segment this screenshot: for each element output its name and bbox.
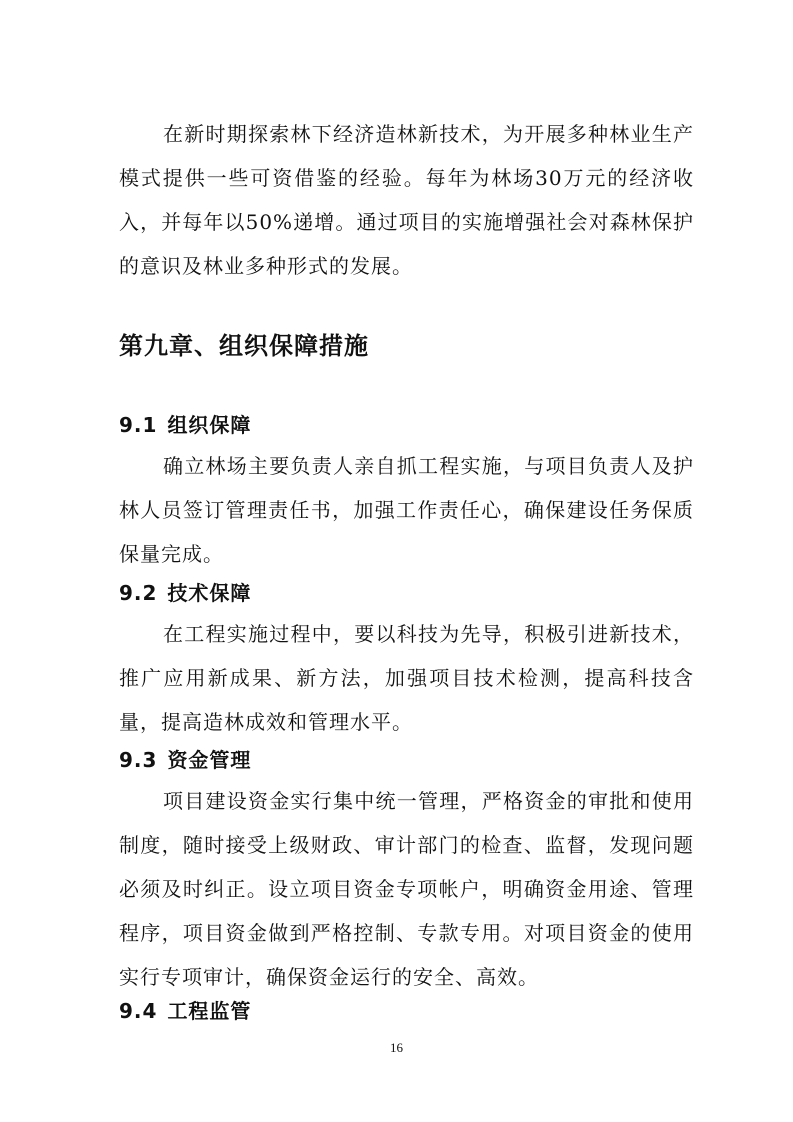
section-heading-9-1: [119, 410, 251, 440]
section-title: 组织保障: [167, 413, 252, 437]
page-number: 16: [390, 1040, 403, 1055]
section-paragraph-9-2: 在工程实施过程中，要以科技为先导，积极引进新技术，推广应用新成果、新方法，加强项目技术检测，提高科技含量，提高造林成效和管理水平。: [119, 622, 694, 734]
section-title: 技术保障: [167, 581, 252, 605]
section-heading-9-3: [119, 745, 251, 775]
section-heading-9-4: [119, 996, 251, 1026]
section-paragraph-9-3: 项目建设资金实行集中统一管理，严格资金的审批和使用制度，随时接受上级财政、审计部门的检查、监督，发现问题必须及时纠正。设立项目资金专项帐户，明确资金用途、管理程序，项目资金做到严格控制、专款专用。对项目资金的使用实行专项审计，确保资金运行的安全、高效。: [119, 789, 694, 989]
section-heading-9-2: [119, 578, 251, 608]
section-number: 9.2: [119, 581, 158, 605]
section-number: 9.4: [119, 999, 158, 1023]
intro-paragraph: 在新时期探索林下经济造林新技术，为开展多种林业生产模式提供一些可资借鉴的经验。每年为林场30万元的经济收入，并每年以50%递增。通过项目的实施增强社会对森林保护的意识及林业多种形式的发展。: [119, 122, 694, 278]
section-title: 工程监管: [167, 999, 252, 1023]
section-number: 9.1: [119, 413, 158, 437]
section-title: 资金管理: [167, 748, 252, 772]
chapter-title: 第九章、组织保障措施: [119, 332, 369, 360]
section-paragraph-9-1: 确立林场主要负责人亲自抓工程实施，与项目负责人及护林人员签订管理责任书，加强工作责任心，确保建设任务保质保量完成。: [119, 454, 694, 566]
section-number: 9.3: [119, 748, 158, 772]
